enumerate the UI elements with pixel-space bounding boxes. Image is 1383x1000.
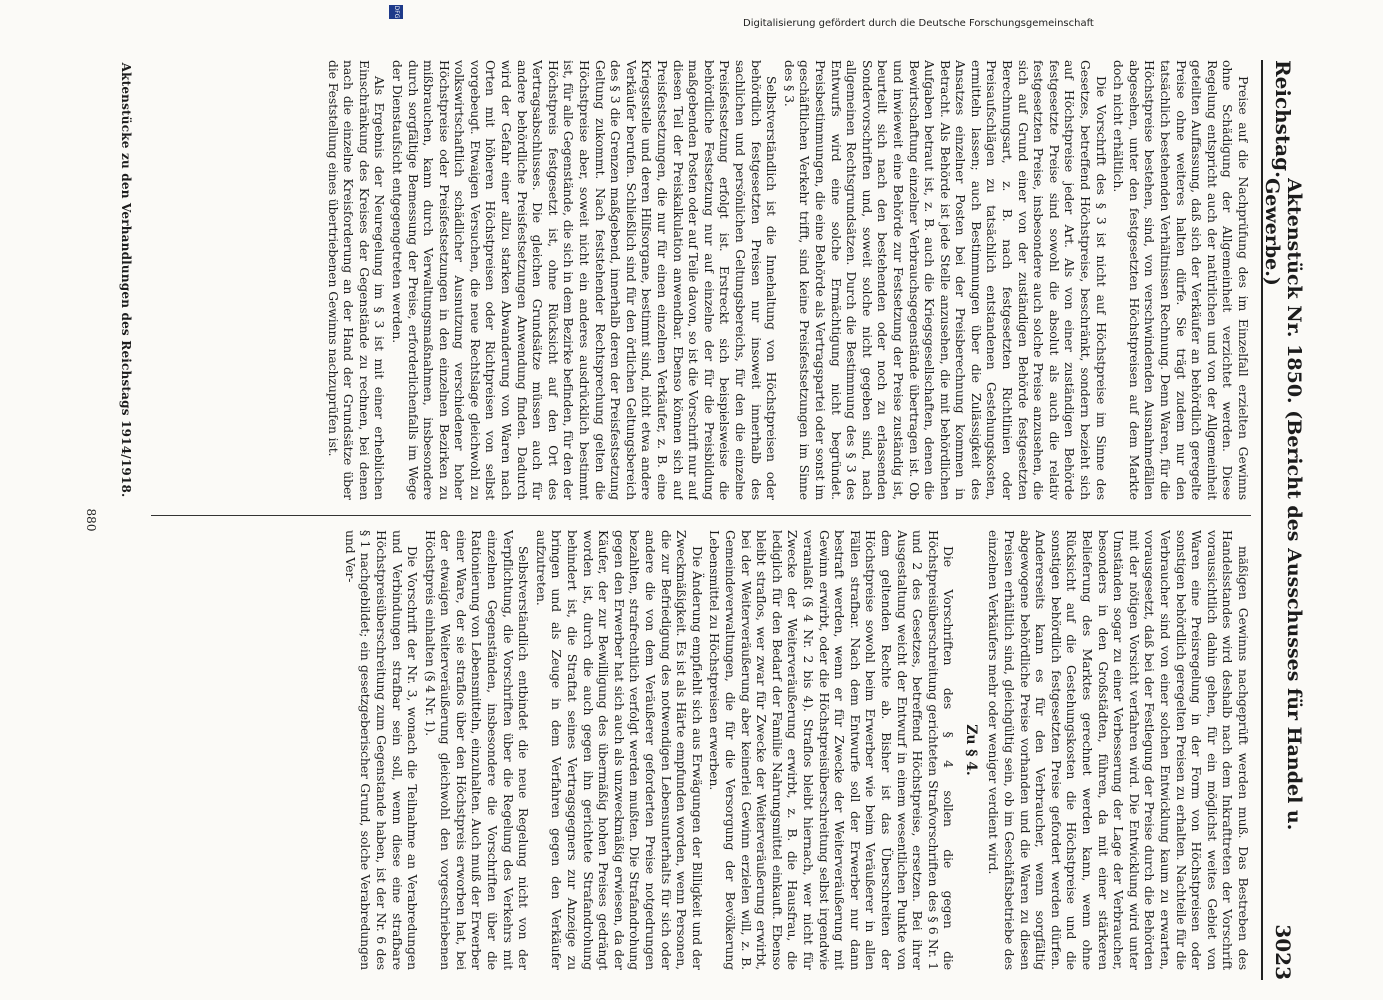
paragraph: Die Vorschrift der Nr. 3, wonach die Teilnahme an Verabredungen und Verbindungen strafbar sein soll, wenn diese eine strafbare Höchstpreisüberschreitung zum Gegenstande haben, ist der Nr. 6 des § 1 nachgebildet; ein gesetzgeberischer Grund, solche Verabredungen und Ver- bbox=[342, 530, 421, 970]
paragraph: mäßigen Gewinns nachgeprüft werden muß. Das Bestreben des Handelsstandes wird deshalb nach dem Inkrafttreten der Vorschrift voraussichtlich dahin gehen, für ein möglichst weites Gebiet von Waren eine Preisregelung in der Form von Höchstpreisen oder sonstigen behördlich geregelten Preisen zu erhalten. Nachteile für die Verbraucher sind von einer solchen Entwicklung kaum zu erwarten, vorausgesetzt, daß bei der Festlegung der Preise durch die Behörden mit der nötigen Vorsicht verfahren wird. Die Entwicklung wird unter Umständen sogar zu einer Verbesserung der Lage der Verbraucher, besonders in den Großstädten, führen, da mit einer stärkeren Belieferung des Marktes gerechnet werden kann, wenn ohne Rücksicht auf die Gestehungskosten die Höchstpreise und die sonstigen behördlich festgesetzten Preise gefordert werden dürfen. Andererseits kann es für den Verbraucher, wenn sorgfältig abgewogene behördliche Preise vorhanden und die Waren zu diesen Preisen erhältlich sind, gleichgültig sein, ob im Geschäftsbetriebe des einzelnen Verkäufers mehr oder weniger verdient wird. bbox=[986, 530, 1251, 970]
paragraph: Als Ergebnis der Neuregelung im § 3 ist mit einer erheblichen Einschränkung des Kreises der Gegenstände zu rechnen, bei denen nach die einzelne Kreisforderung an der Hand der Grundsätze über die Feststellung eines übertriebenen Gewinns nachzuprüfen ist. bbox=[325, 60, 388, 500]
paragraph: Die Vorschriften des § 4 sollen die gegen die Höchstpreisüberschreitung gerichteten Strafvorschriften des § 6 Nr. 1 und 2 des Gesetzes, betreffend Höchstpreise, ersetzen. Bei ihrer Ausgestaltung weicht der Entwurf in einem wesentlichen Punkte von dem geltenden Rechte ab. Bisher ist das Überschreiten der Höchstpreise sowohl beim Erwerber wie beim Veräußerer in allen Fällen strafbar. Nach dem Entwurfe soll der Erwerber nur dann bestraft werden, wenn er für Zwecke der Weiterveräußerung mit Gewinn erwirbt, oder die Höchstpreisüberschreitung selbst irgendwie veranlaßt (§ 4 Nr. 2 bis 4). Straflos bleibt hiernach, wer nicht für Zwecke der Weiterveräußerung erwirbt, z. B. die Hausfrau, die lediglich für den Bedarf der Familie Nahrungsmittel einkauft. Ebenso bleibt straflos, wer zwar für Zwecke der Weiterveräußerung erwirbt, bei der Weiterveräußerung aber keinerlei Gewinn erzielen will, z. B. Gemeindeverwaltungen, die für die Versorgung der Bevölkerung Lebensmittel zu Höchstpreisen erwerben. bbox=[707, 530, 957, 970]
paragraph: Die Änderung empfiehlt sich aus Erwägungen der Billigkeit und der Zweckmäßigkeit. Es ist als Härte empfunden worden, wenn Personen, die zur Befriedigung des notwendigen Lebensunterhalts für sich oder andere die von dem Veräußerer geforderten Preise notgedrungen bezahlten, strafrechtlich verfolgt werden mußten. Die Strafandrohung gegen den Erwerber hat sich auch als unzweckmäßig erwiesen, da der Käufer, der zur Bewilligung des übermäßig hohen Preises gedrängt worden ist, durch die auch gegen ihn gerichtete Strafandrohung behindert ist, die Straftat seines Vertragsgegners zur Anzeige zu bringen und als Zeuge in dem Verfahren gegen den Verkäufer aufzutreten. bbox=[533, 530, 705, 970]
right-column bbox=[121, 530, 1251, 970]
page-footer: Aktenstücke zu den Verhandlungen des Reichstags 1914/1918. bbox=[119, 62, 133, 498]
section-heading: Zu § 4. bbox=[962, 724, 979, 776]
dfg-logo: DFG bbox=[389, 5, 403, 19]
bottom-page-number: 880 bbox=[84, 508, 98, 532]
paragraph: Selbstverständlich ist die Innehaltung von Höchstpreisen oder behördlich festgesetzten Preisen nur insoweit innerhalb des sachlichen und persönlichen Geltungsbereichs, für den die einzelne Preisfestsetzung erfolgt ist. Erstreckt sich beispielsweise die behördliche Festsetzung nur auf einzelne der für die Preisbildung maßgebenden Posten oder auf Teile davon, so ist die Vorschrift nur auf diesen Teil der Preiskalkulation anwendbar. Ebenso können sich auf Preisfestsetzungen, die nur für einen einzelnen Verkäufer, z. B. eine Kriegsstelle und deren Hilfsorgane, bestimmt sind, nicht etwa andere Verkäufer berufen. Schließlich sind für den örtlichen Geltungsbereich des § 3 die Grenzen maßgebend, innerhalb deren der Preisfestsetzung Geltung zukommt. Nach feststehender Rechtsprechung gelten die Höchstpreise aber, soweit nicht ein anderes ausdrücklich bestimmt ist, für alle Gegenstände, die sich in dem Bezirke befinden, für den der Höchstpreis festgesetzt ist, ohne Rücksicht auf den Ort des Vertragsabschlusses. Die gleichen Grundsätze müssen auch für andere behördliche Preisfestsetzungen Anwendung finden. Dadurch wird der Gefahr einer allzu starken Abwanderung von Waren nach Orten mit höheren Höchstpreisen oder Richtpreisen von selbst vorgebeugt. Etwaigen Versuchen, die neue Rechtslage gleichwohl zu volkswirtschaftlich schädlicher Ausnutzung verschiedener hoher Höchstpreise oder Preisfestsetzungen in den einzelnen Bezirken zu mißbrauchen, kann durch Verwaltungsmaßnahmen, insbesondere durch sorgfältige Bemessung der Preise, erforderlichenfalls im Wege der Dienstaufsicht entgegengetreten werden. bbox=[389, 60, 780, 500]
funding-note: Digitalisierung gefördert durch die Deutsche Forschungsgemeinschaft bbox=[743, 18, 1094, 29]
column-divider bbox=[151, 515, 1251, 516]
paragraph: Preise auf die Nachprüfung des im Einzelfall erzielten Gewinns ohne Schädigung der Allgemeinheit verzichtet werden. Diese Regelung entspricht auch der natürlichen und von der Allgemeinheit geteilten Auffassung, daß sich der Verkäufer an behördlich geregelte Preise ohne weiteres halten dürfe. Sie trägt zudem nur den tatsächlich bestehenden Verhältnissen Rechnung. Denn Waren, für die Höchstpreise bestehen, sind, von verschwindenden Ausnahmefällen abgesehen, unter den festgesetzten Höchstpreisen auf dem Markte doch nicht erhältlich. bbox=[1111, 60, 1251, 500]
paragraph: Selbstverständlich entbindet die neue Regelung nicht von der Verpflichtung, die Vorschriften über die Regelung des Verkehrs mit einzelnen Gegenständen, insbesondere die Vorschriften über die Rationierung von Lebensmitteln, einzuhalten. Auch muß der Erwerber einer Ware, der sie straflos über den Höchstpreis erworben hat, bei der etwaigen Weiterveräußerung gleichwohl den vorgeschriebenen Höchstpreis einhalten (§ 4 Nr. 1). bbox=[422, 530, 532, 970]
paragraph: Die Vorschrift des § 3 ist nicht auf Höchstpreise im Sinne des Gesetzes, betreffend Höchstpreise, beschränkt, sondern bezieht sich auf Höchstpreise jeder Art. Als von einer zuständigen Behörde festgesetzte Preise sind sowohl die absolut als auch die relativ festgesetzten Preise, insbesondere auch solche Preise anzusehen, die sich auf Grund einer von der zuständigen Behörde festgesetzten Berechnungsart, z. B. nach festgesetzten Richtlinien oder Preisaufschlägen zu tatsächlich entstandenen Gestehungskosten, ermitteln lassen; auch Bestimmungen über die Zulässigkeit des Ansatzes einzelner Posten bei der Preisberechnung kommen in Betracht. Als Behörde ist jede Stelle anzusehen, die mit behördlichen Aufgaben betraut ist, z. B. auch die Kriegsgesellschaften, denen die Bewirtschaftung einzelner Verbrauchsgegenstände übertragen ist. Ob und inwieweit eine Behörde zur Festsetzung der Preise zuständig ist, beurteilt sich nach den bestehenden oder noch zu erlassenden Sondervorschriften und, soweit solche nicht gegeben sind, nach allgemeinen Rechtsgrundsätzen. Durch die Bestimmung des § 3 des Entwurfs wird eine solche Ermächtigung nicht begründet. Preisbestimmungen, die eine Behörde als Vertragspartei oder sonst im geschäftlichen Verkehr trifft, sind keine Preisfestsetzungen im Sinne des § 3. bbox=[781, 60, 1109, 500]
page-header bbox=[1261, 60, 1303, 980]
page-content bbox=[73, 60, 1303, 980]
left-column bbox=[121, 60, 1251, 500]
header-left: Reichstag. bbox=[1271, 60, 1295, 179]
header-page-number: 3023 bbox=[1271, 924, 1295, 980]
header-title: Aktenstück Nr. 1850. (Bericht des Ausschusses für Handel u. Gewerbe.) bbox=[1261, 178, 1305, 831]
